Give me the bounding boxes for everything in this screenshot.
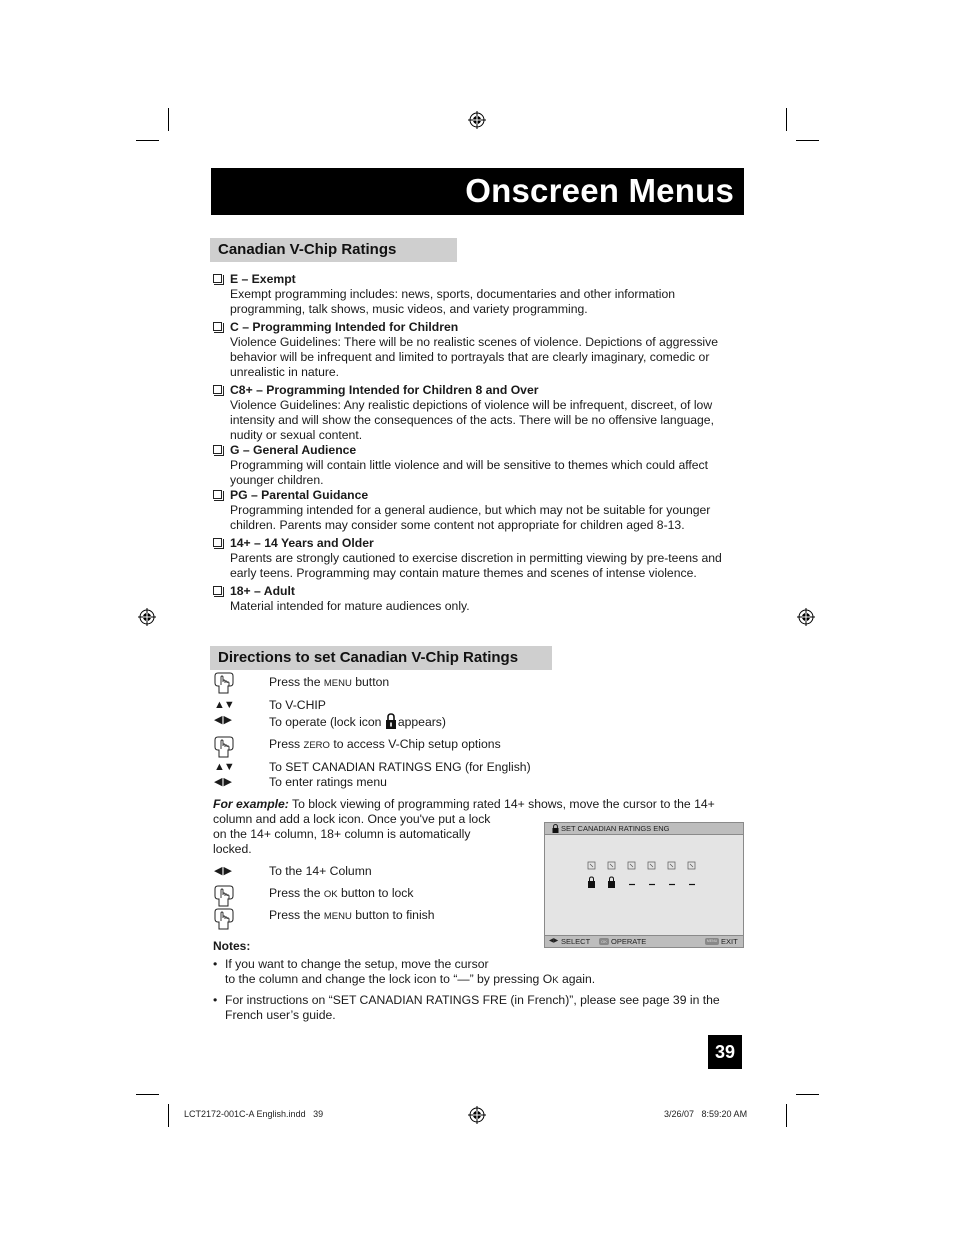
rating-title: C – Programming Intended for Children (230, 320, 459, 334)
osd-operate-label: OPERATE (611, 937, 647, 946)
rating-title: C8+ – Programming Intended for Children 8 and Over (230, 383, 539, 397)
rating-description: Violence Guidelines: Any realistic depictions of violence will be infrequent, discreet, of low intensity and will show the consequences of the acts. There will be no offensive language, nudity or sexual content. (230, 398, 714, 442)
page-title: Onscreen Menus (465, 172, 734, 209)
rating-description: Violence Guidelines: There will be no realistic scenes of violence. Depictions of aggressive behavior will be infrequent and limited to portrayals that are clearly imaginary, comedic or unrealistic in nature. (230, 335, 718, 379)
rating-title: E – Exempt (230, 272, 296, 286)
crop-mark (168, 108, 169, 131)
crop-mark (136, 1094, 159, 1095)
osd-exit-label: EXIT (721, 937, 738, 946)
example-line: locked. (213, 842, 252, 856)
remote-button-press-icon (212, 671, 236, 695)
registration-mark-icon (138, 608, 156, 626)
rating-description: Programming will contain little violence and will be sensitive to themes which could affect younger children. (230, 458, 709, 487)
page-title-bar (211, 168, 744, 215)
list-item (213, 320, 743, 380)
remote-button-press-icon (212, 907, 236, 931)
step-press-menu: Press the MENU button (269, 675, 390, 689)
up-down-arrows-icon: ▲▼ (214, 699, 234, 711)
section-heading-directions: Directions to set Canadian V-Chip Ratings (210, 646, 552, 670)
crop-mark (796, 140, 819, 141)
list-item (213, 272, 743, 317)
notes-heading: Notes: (213, 939, 251, 953)
osd-select-label: SELECT (561, 937, 591, 946)
up-down-arrows-icon: ▲▼ (214, 761, 234, 773)
checkbox-bullet-icon (213, 586, 222, 595)
lock-icon (552, 824, 559, 833)
ok-button-icon: OK (599, 938, 609, 945)
crop-mark (168, 1104, 169, 1127)
list-item (213, 536, 743, 581)
bullet: • (213, 993, 218, 1007)
page-number: 39 (708, 1035, 742, 1069)
footer-file-info: LCT2172-001C-A English.indd 39 (184, 1109, 324, 1119)
note-item (213, 993, 743, 1023)
rating-description: Exempt programming includes: news, sports, documentaries and other information programming, talk shows, music videos, and variety programming. (230, 287, 676, 316)
checkbox-bullet-icon (213, 385, 222, 394)
step-enter-ratings: To enter ratings menu (269, 775, 387, 789)
rating-description: Programming intended for a general audience, but which may not be suitable for younger children. Parents may consider some content not appropriate for children aged 8-13. (230, 503, 711, 532)
osd-hint-bar (545, 935, 743, 947)
step-press-ok: Press the OK button to lock (269, 886, 414, 900)
osd-title: SET CANADIAN RATINGS ENG (561, 824, 670, 833)
step-press-menu-finish: Press the MENU button to finish (269, 908, 435, 922)
left-right-arrows-icon: ◀ ▶ (214, 865, 231, 877)
lock-icon (608, 877, 615, 888)
checkbox-bullet-icon (213, 445, 222, 454)
left-right-arrows-icon: ◀▶ (549, 938, 559, 944)
note-line: If you want to change the setup, move the cursor (225, 957, 489, 971)
osd-title-bar (545, 823, 743, 835)
example-line: on the 14+ column, 18+ column is automatically (213, 827, 471, 841)
checkbox-bullet-icon (213, 274, 222, 283)
footer-timestamp: 3/26/07 8:59:20 AM (664, 1109, 748, 1119)
rating-title: PG – Parental Guidance (230, 488, 369, 502)
checkbox-bullet-icon (213, 538, 222, 547)
example-lead: For example: (213, 797, 289, 811)
step-operate: To operate (lock icon appears) (269, 715, 446, 729)
registration-mark-icon (468, 111, 486, 129)
crop-mark (136, 140, 159, 141)
step-set-ratings: To SET CANADIAN RATINGS ENG (for English) (269, 760, 531, 774)
rating-description: Parents are strongly cautioned to exercise discretion in permitting viewing by pre-teens and early teens. Programming may contain mature themes and scenes of intense violence. (230, 551, 722, 580)
crop-mark (786, 1104, 787, 1127)
step-to-14-column: To the 14+ Column (269, 864, 372, 878)
menu-key-label: MENU (323, 911, 352, 922)
list-item (213, 383, 743, 443)
note-line: to the column and change the lock icon to “—” by pressing OK again. (225, 972, 596, 986)
example-line: column and add a lock icon. Once you've put a lock (213, 812, 491, 826)
left-right-arrows-icon: ◀ ▶ (214, 714, 231, 726)
menu-button-icon: MENU (706, 939, 718, 943)
section-heading-ratings: Canadian V-Chip Ratings (210, 238, 457, 262)
ratings-list (213, 272, 743, 617)
ok-key-label: OK (323, 889, 338, 900)
note-item (213, 957, 743, 988)
zero-key-label: ZERO (303, 740, 330, 751)
rating-title: 14+ – 14 Years and Older (230, 536, 374, 550)
checkbox-bullet-icon (213, 322, 222, 331)
checkbox-bullet-icon (213, 490, 222, 499)
rating-title: G – General Audience (230, 443, 357, 457)
remote-button-press-icon (212, 884, 236, 908)
lock-icon (588, 877, 595, 888)
step-to-vchip: To V-CHIP (269, 698, 326, 712)
crop-mark (786, 108, 787, 131)
note-line: For instructions on “SET CANADIAN RATINGS FRE (in French)”, please see page 39 in the French user’s guide. (225, 993, 720, 1022)
crop-mark (796, 1094, 819, 1095)
remote-button-press-icon (212, 735, 236, 759)
lock-icon (385, 713, 397, 729)
example-paragraph: For example: To block viewing of programming rated 14+ shows, move the cursor to the 14+ (213, 797, 715, 811)
list-item (213, 488, 743, 533)
osd-ratings-screen (544, 822, 744, 948)
rating-description: Material intended for mature audiences only. (230, 599, 470, 613)
step-press-zero: Press ZERO to access V-Chip setup options (269, 737, 501, 751)
registration-mark-icon (797, 608, 815, 626)
list-item (213, 443, 743, 488)
list-item (213, 584, 743, 614)
bullet: • (213, 957, 218, 971)
rating-title: 18+ – Adult (230, 584, 295, 598)
rating-column-icons (545, 859, 745, 899)
left-right-arrows-icon: ◀ ▶ (214, 776, 231, 788)
registration-mark-icon (468, 1106, 486, 1124)
menu-key-label: MENU (323, 678, 352, 689)
